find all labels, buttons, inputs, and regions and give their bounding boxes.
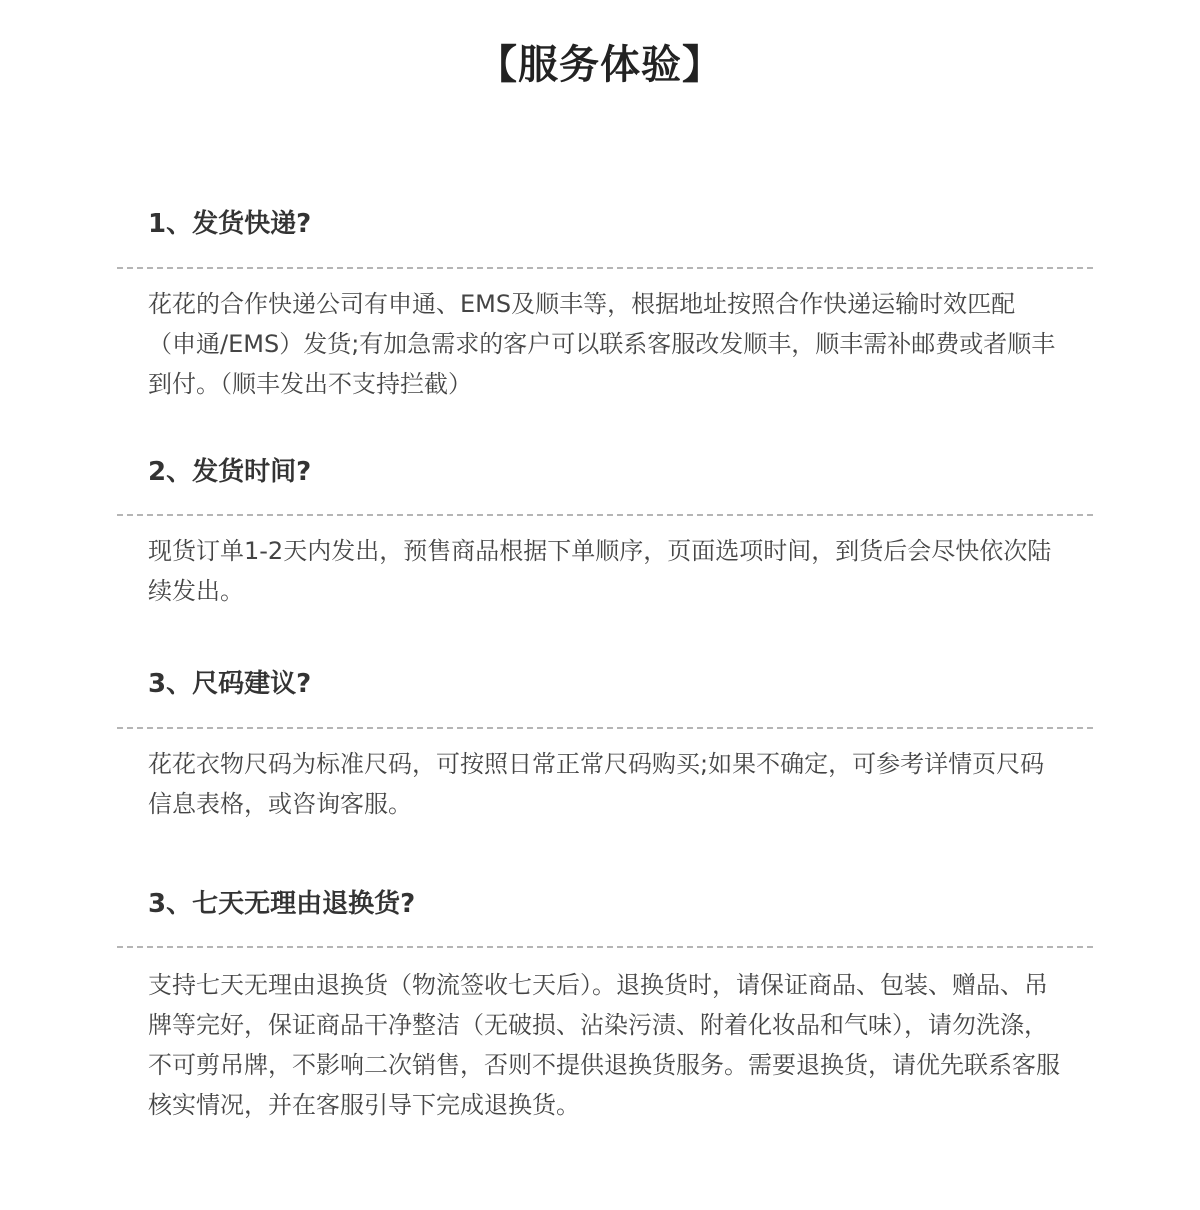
section-divider xyxy=(117,946,1093,948)
faq-answer-seven-day-returns: 支持七天无理由退换货（物流签收七天后）。退换货时，请保证商品、包装、赠品、吊牌等完好，保证商品干净整洁（无破损、沾染污渍、附着化妆品和气味），请勿洗涤，不可剪吊牌，不影响二次销售，否则不提供退换货服务。需要退换货，请优先联系客服核实情况，并在客服引导下完成退换货。 xyxy=(148,971,1060,1119)
faq-question-size-advice: 3、尺码建议? xyxy=(148,669,312,699)
faq-question-shipping-courier: 1、发货快递? xyxy=(148,209,312,239)
faq-answer-shipping-time: 现货订单1-2天内发出，预售商品根据下单顺序，页面选项时间，到货后会尽快依次陆续发出。 xyxy=(148,537,1052,605)
faq-answer-size-advice: 花花衣物尺码为标准尺码，可按照日常正常尺码购买;如果不确定，可参考详情页尺码信息表格，或咨询客服。 xyxy=(148,750,1045,818)
faq-question-seven-day-returns: 3、七天无理由退换货? xyxy=(148,889,416,919)
section-divider xyxy=(117,267,1093,269)
section-divider xyxy=(117,514,1093,516)
faq-answer-shipping-courier: 花花的合作快递公司有申通、EMS及顺丰等，根据地址按照合作快递运输时效匹配（申通/EMS）发货;有加急需求的客户可以联系客服改发顺丰，顺丰需补邮费或者顺丰到付。（顺丰发出不支持拦截） xyxy=(148,290,1056,398)
section-divider xyxy=(117,727,1093,729)
page-title: 【服务体验】 xyxy=(477,42,723,88)
faq-question-shipping-time: 2、发货时间? xyxy=(148,457,312,487)
